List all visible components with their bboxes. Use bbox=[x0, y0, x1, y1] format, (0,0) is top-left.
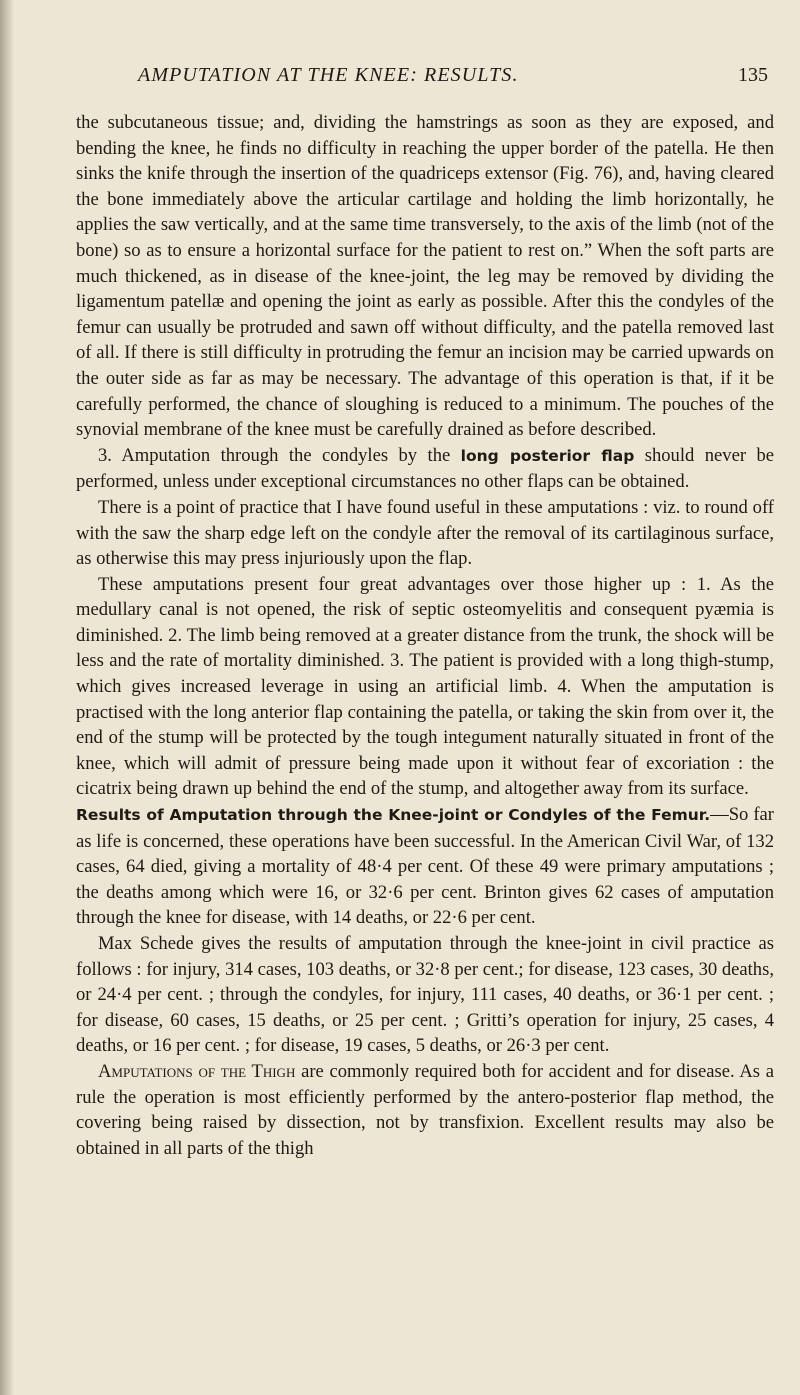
section-heading-thigh: Amputations of the Thigh bbox=[98, 1060, 296, 1082]
paragraph-practice-point: There is a point of practice that I have found useful in these amputations : viz. to round off with the saw the sharp edge left on the condyle after the removal of its cartilaginous surface, as otherwise this may press injuriously upon the flap. bbox=[76, 496, 774, 570]
paragraph-text: should never be performed, unless under exceptional circumstances no other flaps can be obtained. bbox=[76, 444, 774, 493]
paragraph-text: 3. Amputation through the condyles by the bbox=[98, 444, 461, 466]
paragraph-continued: the subcutaneous tissue; and, dividing the hamstrings as soon as they are exposed, and bending the knee, he finds no difficulty in reaching the upper border of the patella. He then sinks the knife through the insertion of the quadriceps extensor (Fig. 76), and, having cleared the bone immediately above the articular cartilage and holding the limb horizontally, he applies the saw vertically, and at the same time transversely, to the axis of the limb (not of the bone) so as to ensure a horizontal surface for the patient to rest on.” When the soft parts are much thickened, as in disease of the knee-joint, the leg may be removed by dividing the ligamentum patellæ and opening the joint as early as possible. After this the condyles of the femur can usually be protruded and sawn off without difficulty, and the patella removed last of all. If there is still difficulty in protruding the femur an incision may be carried upwards on the outer side as far as may be necessary. The advantage of this operation is that, if it be carefully performed, the chance of sloughing is reduced to a minimum. The pouches of the synovial membrane of the knee must be carefully drained as before described. bbox=[76, 112, 774, 441]
paragraph-text: are commonly required both for accident and for disease. As a rule the operation is most efficiently performed by the antero-posterior flap method, the covering being raised by dissection, not by transfixion. Excellent results may also be obtained in all parts of the thigh bbox=[76, 1060, 775, 1159]
paragraph-results bbox=[76, 802, 774, 931]
paragraph-text: —So far as life is concerned, these operations have been successful. In the American Civil War, of 132 cases, 64 died, giving a mortality of 48·4 per cent. Of these 49 were primary amputations ; the deaths among which were 16, or 32·6 per cent. Brinton gives 62 cases of amputation through the knee for disease, with 14 deaths, or 22·6 per cent. bbox=[76, 804, 774, 929]
paragraph-thigh bbox=[76, 1059, 774, 1161]
section-heading-results: Results of Amputation through the Knee-joint or Condyles of the Femur. bbox=[76, 806, 711, 825]
paragraph-advantages: These amputations present four great advantages over those higher up : 1. As the medullary canal is not opened, the risk of septic osteomyelitis and consequent pyæmia is diminished. 2. The limb being removed at a greater distance from the trunk, the shock will be less and the rate of mortality diminished. 3. The patient is provided with a long thigh-stump, which gives increased leverage in using an artificial limb. 4. When the amputation is practised with the long anterior flap containing the patella, or taking the skin from over it, the end of the stump will be protected by the tough integument naturally situated in front of the knee, which will admit of pressure being made upon it without fear of excoriation : the cicatrix being drawn up behind the end of the stump, and altogether away from its surface. bbox=[76, 573, 774, 800]
paragraph-long-posterior-flap bbox=[76, 443, 774, 495]
running-title: AMPUTATION AT THE KNEE: RESULTS. bbox=[138, 64, 519, 86]
body-text bbox=[76, 110, 774, 1161]
page-number: 135 bbox=[738, 64, 768, 86]
bold-term: long posterior flap bbox=[460, 446, 635, 465]
page-gutter-shadow bbox=[0, 0, 14, 1395]
paragraph-schede: Max Schede gives the results of amputation through the knee-joint in civil practice as follows : for injury, 314 cases, 103 deaths, or 32·8 per cent.; for disease, 123 cases, 30 deaths, or 24·4 per cent. ; through the condyles, for injury, 111 cases, 40 deaths, or 36·1 per cent. ; for disease, 60 cases, 15 deaths, or 25 per cent. ; Gritti’s operation for injury, 25 cases, 4 deaths, or 16 per cent. ; for disease, 19 cases, 5 deaths, or 26·3 per cent. bbox=[76, 933, 774, 1057]
running-header bbox=[138, 64, 768, 94]
